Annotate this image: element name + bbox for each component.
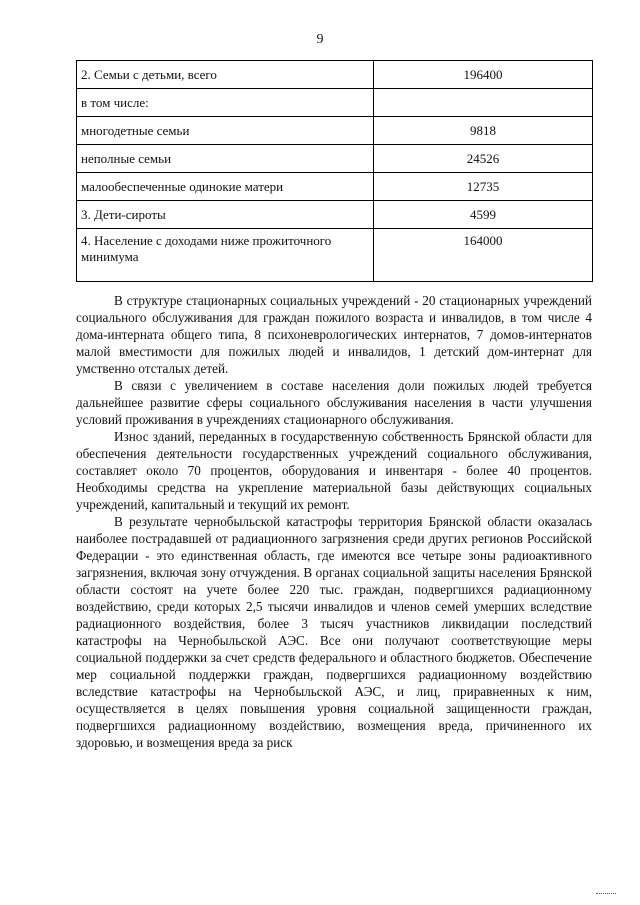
row-label: малообеспеченные одинокие матери	[77, 173, 374, 201]
paragraph: Износ зданий, переданных в государственную собственность Брянской области для обеспечения деятельности государственных учреждений социального обслуживания, составляет около 70 процентов, оборудования и инвентаря - более 40 процентов. Необходимы средства на укрепление материальной базы действующих социальных учреждений, капитальный и текущий их ремонт.	[76, 429, 592, 512]
row-label: 4. Население с доходами ниже прожиточного минимума	[77, 229, 374, 282]
body-text	[76, 292, 592, 751]
row-value	[374, 89, 593, 117]
paragraph: В структуре стационарных социальных учреждений - 20 стационарных учреждений социального обслуживания для граждан пожилого возраста и инвалидов, в том числе 4 дома-интерната общего типа, 8 психоневрологических интернатов, 7 домов-интернатов малой вместимости для пожилых людей и инвалидов, 1 детский дом-интернат для умственно отсталых детей.	[76, 293, 592, 376]
row-value: 24526	[374, 145, 593, 173]
row-label: 3. Дети-сироты	[77, 201, 374, 229]
statistics-table	[76, 60, 593, 282]
row-label: многодетные семьи	[77, 117, 374, 145]
row-value: 164000	[374, 229, 593, 282]
table-row	[77, 145, 593, 173]
page-number: 9	[316, 32, 324, 47]
table-row	[77, 89, 593, 117]
paragraph: В связи с увеличением в составе населения доли пожилых людей требуется дальнейшее развитие сферы социального обслуживания населения в части улучшения условий проживания в учреждениях стационарного обслуживания.	[76, 378, 592, 427]
scan-corner-mark	[596, 893, 616, 894]
row-label: в том числе:	[77, 89, 374, 117]
table-row	[77, 173, 593, 201]
row-value: 9818	[374, 117, 593, 145]
row-label: 2. Семьи с детьми, всего	[77, 61, 374, 89]
table-row	[77, 229, 593, 282]
row-value: 196400	[374, 61, 593, 89]
table-row	[77, 201, 593, 229]
row-value: 12735	[374, 173, 593, 201]
row-label: неполные семьи	[77, 145, 374, 173]
table-row	[77, 117, 593, 145]
row-value: 4599	[374, 201, 593, 229]
paragraph: В результате чернобыльской катастрофы территория Брянской области оказалась наиболее пострадавшей от радиационного загрязнения среди других регионов Российской Федерации - это единственная область, где имеются все четыре зоны радиоактивного загрязнения, включая зону отчуждения. В органах социальной защиты населения Брянской области состоят на учете более 220 тыс. граждан, подвергшихся радиационному воздействию, среди которых 2,5 тысячи инвалидов и членов семей умерших вследствие радиационного воздействия, более 3 тысяч участников ликвидации последствий катастрофы на Чернобыльской АЭС. Все они получают соответствующие меры социальной поддержки за счет средств федерального и областного бюджетов. Обеспечение мер социальной поддержки граждан, подвергшихся радиационному воздействию вследствие катастрофы на Чернобыльской АЭС, и лиц, приравненных к ним, осуществляется в целях повышения уровня социальной защищенности граждан, подвергшихся радиационному воздействию, возмещения вреда, причиненного их здоровью, и возмещения вреда за риск	[76, 514, 592, 750]
table-row	[77, 61, 593, 89]
